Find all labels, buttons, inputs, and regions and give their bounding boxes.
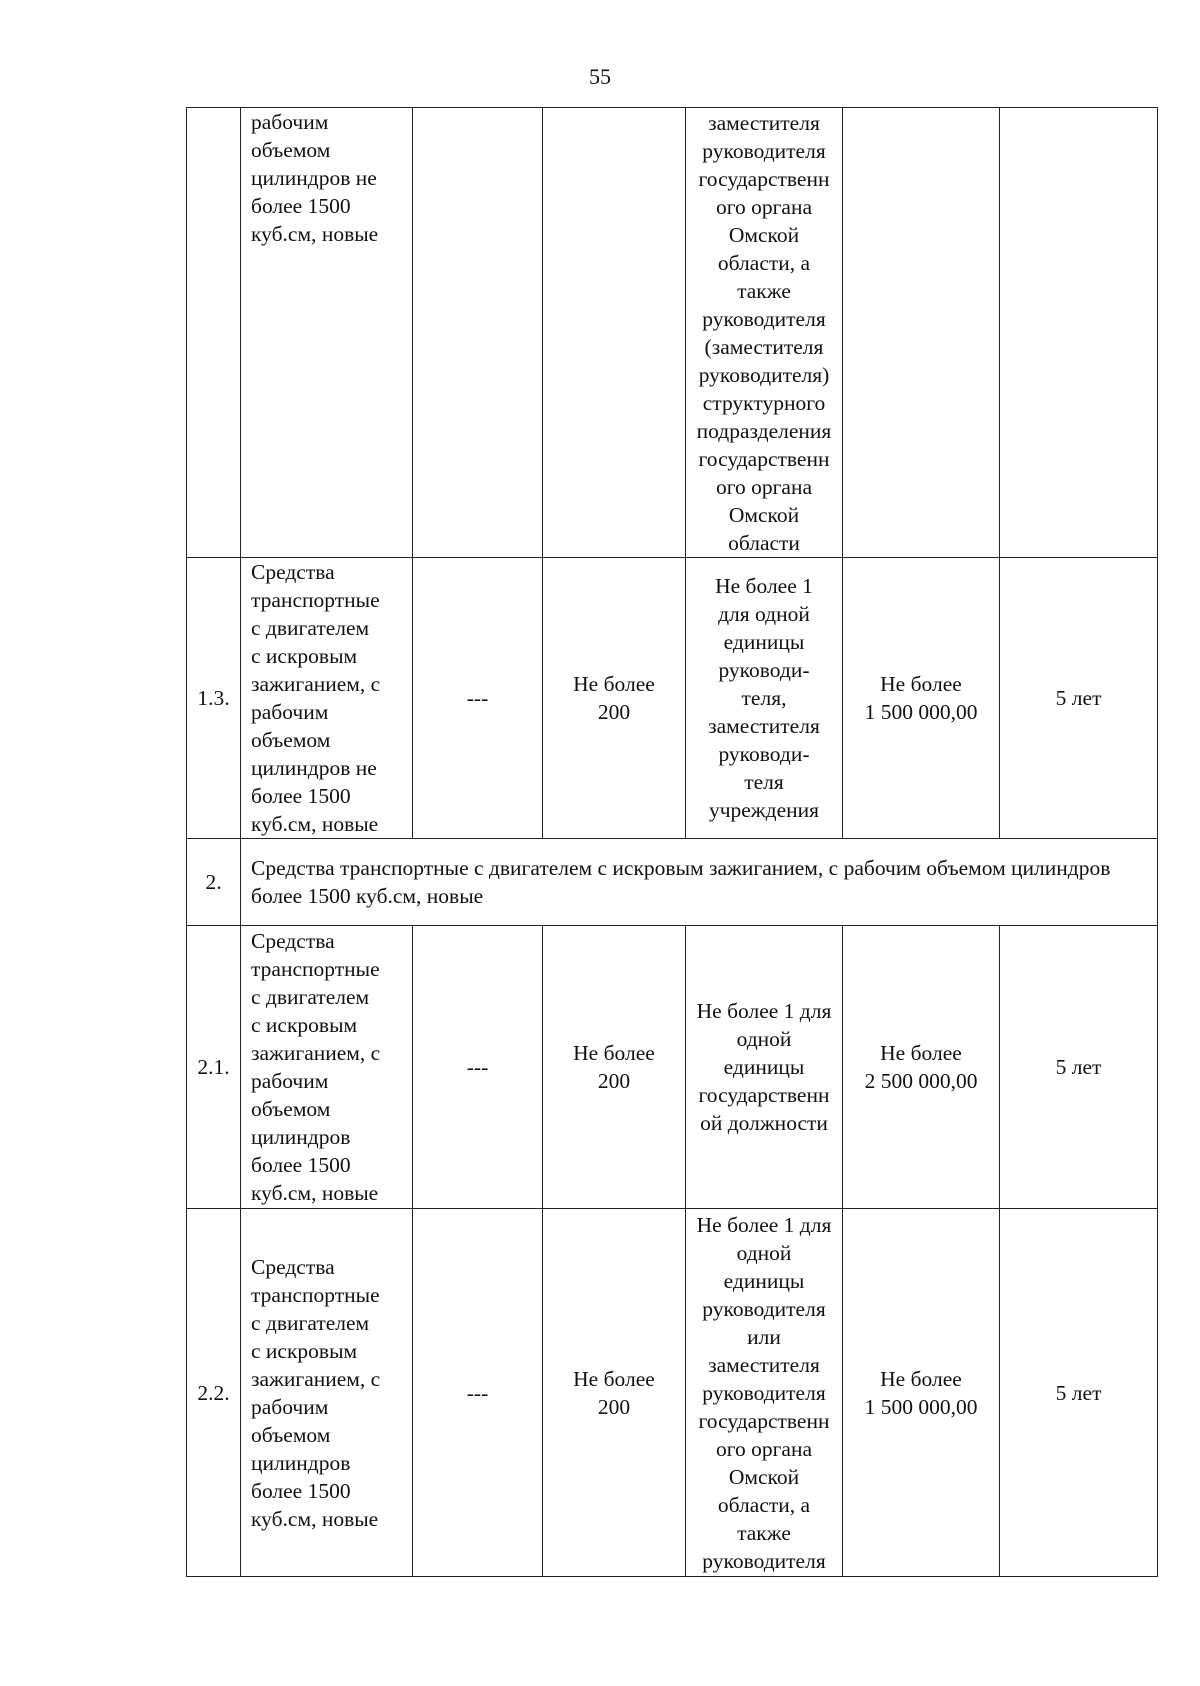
item-name: Средства транспортные с двигателем с искровым зажиганием, с рабочим объемом цилиндров более 1500 куб.см, новые [241, 926, 413, 1209]
row-number: 2. [187, 839, 241, 926]
item-quantity: заместителя руководителя государственн ого органа Омской области, а также руководителя (заместителя руководителя) структурного подразделения государственн ого органа Омской области [686, 108, 843, 558]
item-quantity: Не более 1 для одной единицы руководи- теля, заместителя руководи- теля учреждения [686, 558, 843, 839]
item-price: Не более 1 500 000,00 [843, 1209, 1000, 1577]
item-power: --- [413, 558, 543, 839]
category-title: Средства транспортные с двигателем с искровым зажиганием, с рабочим объемом цилиндров более 1500 куб.см, новые [241, 839, 1158, 926]
table-row [187, 926, 1158, 1209]
item-term: 5 лет [1000, 558, 1158, 839]
row-number: 2.1. [187, 926, 241, 1209]
table-row [187, 839, 1158, 926]
item-name: Средства транспортные с двигателем с искровым зажиганием, с рабочим объемом цилиндров не более 1500 куб.см, новые [241, 558, 413, 839]
page-number: 55 [589, 64, 611, 89]
item-price: Не более 2 500 000,00 [843, 926, 1000, 1209]
vehicle-norms-table [186, 107, 1158, 1577]
row-number: 1.3. [187, 558, 241, 839]
item-term: 5 лет [1000, 926, 1158, 1209]
table-row [187, 1209, 1158, 1577]
item-name: рабочим объемом цилиндров не более 1500 куб.см, новые [241, 108, 413, 558]
item-count: Не более 200 [543, 926, 686, 1209]
item-power: --- [413, 1209, 543, 1577]
row-number: 2.2. [187, 1209, 241, 1577]
item-power [413, 108, 543, 558]
item-count [543, 108, 686, 558]
item-power: --- [413, 926, 543, 1209]
item-price [843, 108, 1000, 558]
item-quantity: Не более 1 для одной единицы государственн ой должности [686, 926, 843, 1209]
table-row [187, 108, 1158, 558]
item-term [1000, 108, 1158, 558]
item-price: Не более 1 500 000,00 [843, 558, 1000, 839]
item-count: Не более 200 [543, 558, 686, 839]
item-quantity: Не более 1 для одной единицы руководителя или заместителя руководителя государственн ого органа Омской области, а также руководителя [686, 1209, 843, 1577]
item-count: Не более 200 [543, 1209, 686, 1577]
row-number [187, 108, 241, 558]
item-name: Средства транспортные с двигателем с искровым зажиганием, с рабочим объемом цилиндров более 1500 куб.см, новые [241, 1209, 413, 1577]
table-row [187, 558, 1158, 839]
item-term: 5 лет [1000, 1209, 1158, 1577]
